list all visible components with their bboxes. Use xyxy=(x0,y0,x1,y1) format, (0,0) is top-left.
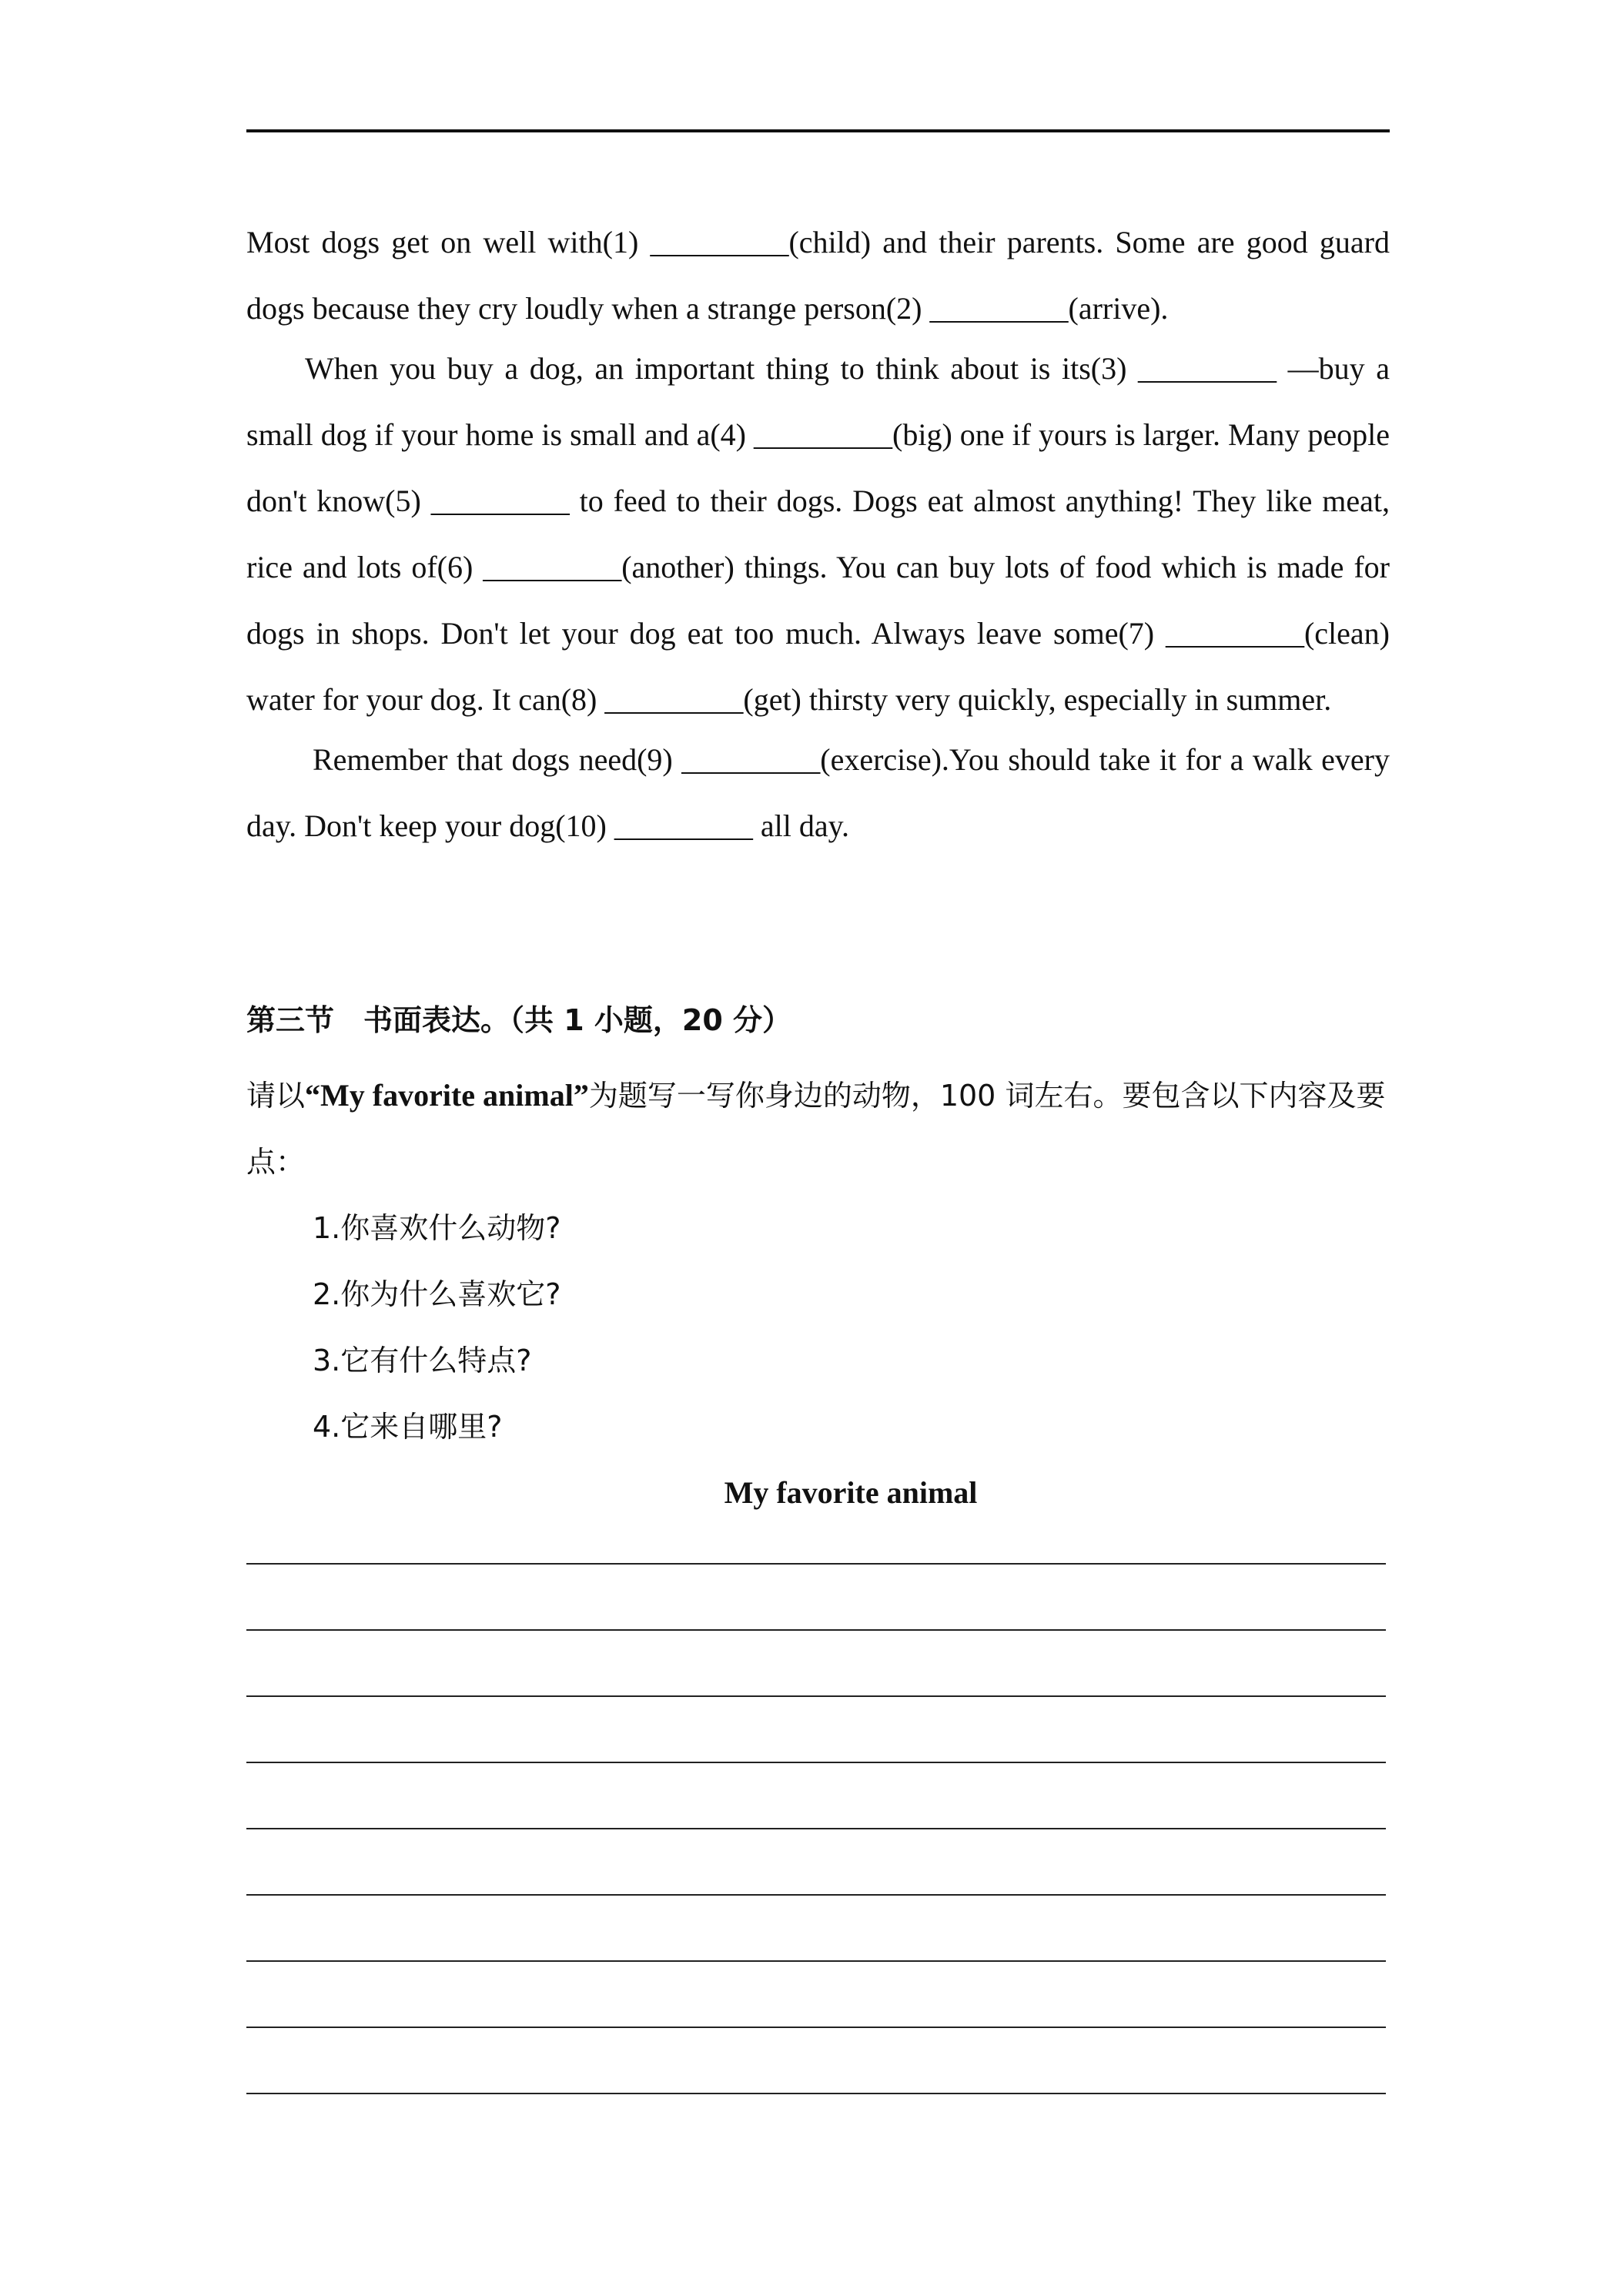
writing-instruction xyxy=(246,1063,1390,1195)
writing-line[interactable] xyxy=(246,2093,1386,2159)
point-item: 4.它来自哪里? xyxy=(313,1410,503,1444)
writing-area[interactable] xyxy=(246,1563,1386,2159)
point-item: 3.它有什么特点? xyxy=(313,1344,532,1377)
point-item: 2.你为什么喜欢它? xyxy=(313,1277,561,1311)
passage-paragraph-2: When you buy a dog, an important thing to think about is its(3) _________ —buy a small dog if your home is small and a(4) _________(big) one if yours is larger. Many people don't know(5) _________ to feed to their dogs. Dogs eat almost anything! They like meat, rice and lots of(6) _________(another) things. You can buy lots of food which is made for dogs in shops. Don't let your dog eat too much. Always leave some(7) _________(clean) water for your dog. It can(8) _________(get) thirsty very quickly, especially in summer. xyxy=(246,351,1390,717)
writing-line[interactable] xyxy=(246,2027,1386,2093)
cloze-passage xyxy=(246,209,1390,859)
instruction-before: 请以 xyxy=(246,1079,306,1113)
passage-paragraph-1: Most dogs get on well with(1) _________(child) and their parents. Some are good guard dogs because they cry loudly when a strange person(2) _________(arrive). xyxy=(246,225,1390,326)
writing-line[interactable] xyxy=(246,1695,1386,1762)
writing-line[interactable] xyxy=(246,1894,1386,1960)
section-title: 第三节 书面表达。（共 1 小题，20 分） xyxy=(246,1003,792,1037)
point-item: 1.你喜欢什么动物? xyxy=(313,1211,561,1245)
writing-line[interactable] xyxy=(246,1828,1386,1894)
instruction-topic: “My favorite animal” xyxy=(305,1078,589,1113)
writing-line[interactable] xyxy=(246,1960,1386,2027)
instruction-after: 为题写一写你身边的动物，100 词左右。要包含以下内容及要点： xyxy=(246,1079,1386,1179)
writing-line[interactable] xyxy=(246,1629,1386,1695)
writing-line[interactable] xyxy=(246,1563,1386,1629)
essay-title: My favorite animal xyxy=(724,1475,978,1510)
passage-paragraph-3: Remember that dogs need(9) _________(exercise).You should take it for a walk every day. Don't keep your dog(10) _________ all day. xyxy=(246,742,1390,843)
writing-line[interactable] xyxy=(246,1762,1386,1828)
writing-points xyxy=(313,1195,1313,1460)
header-rule xyxy=(246,129,1390,132)
